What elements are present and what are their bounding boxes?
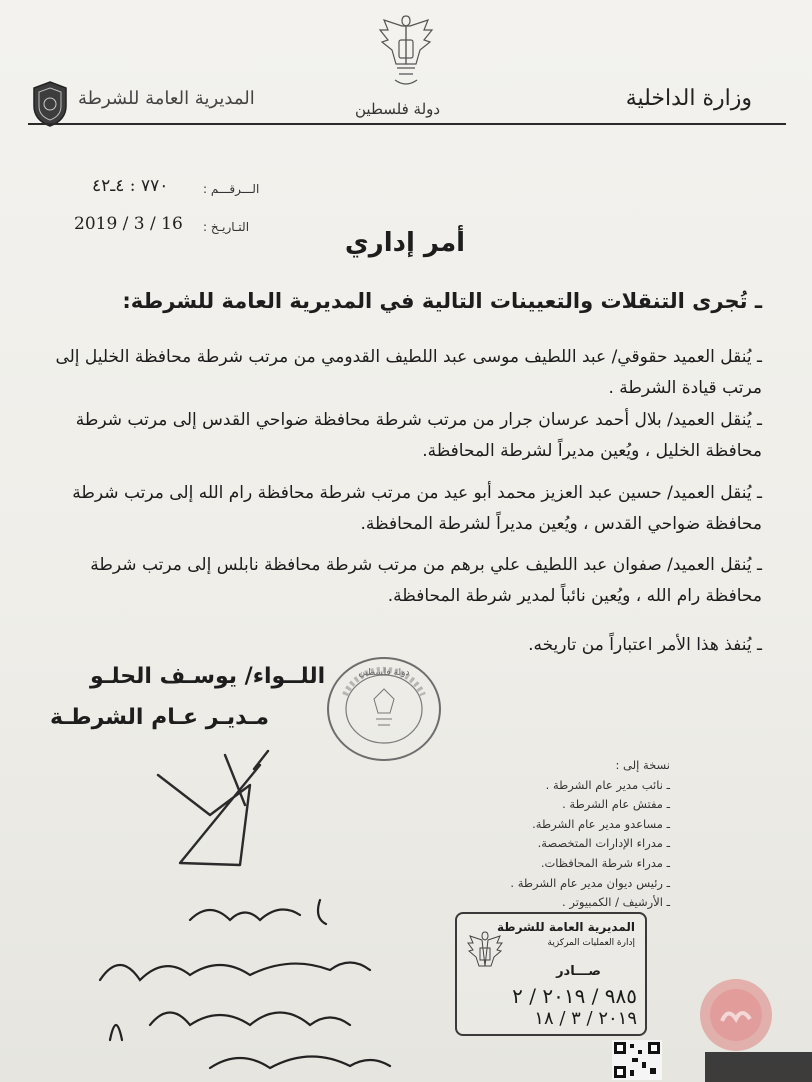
copies-item: ـ نائب مدير عام الشرطة . [545,777,670,792]
handwritten-signature [150,745,290,875]
document-title: أمر إداري [344,228,466,258]
ref-label: الـــرقـــم : [203,182,260,196]
header-directorate: المديرية العامة للشرطة [78,88,255,109]
copies-item: ـ الأرشيف / الكمبيوتر . [562,895,670,910]
header-ministry: وزارة الداخلية [625,86,752,111]
stamp-outgoing-label: صـــادر [556,964,601,979]
transfer-paragraph-4: ـ يُنقل العميد/ صفوان عبد اللطيف علي برهم من مرتب شرطة محافظة نابلس إلى مرتب شرطة محافظة رام الله ، ويُعين نائباً لمدير شرطة المحافظة. [90,555,762,606]
transfer-paragraph-1: ـ يُنقل العميد حقوقي/ عبد اللطيف موسى عبد اللطيف القدومي من مرتب شرطة محافظة الخليل إلى مرتب قيادة الشرطة . [55,347,762,398]
transfer-paragraph-2: ـ يُنقل العميد/ بلال أحمد عرسان جرار من مرتب شرطة محافظة ضواحي القدس إلى مرتب شرطة محافظة الخليل ، ويُعين مديراً لشرطة المحافظة. [75,410,762,461]
police-badge-logo [30,80,70,128]
transfer-paragraph-3: ـ يُنقل العميد/ حسين عبد العزيز محمد أبو عيد من مرتب شرطة محافظة رام الله إلى مرتب شرطة محافظة ضواحي القدس ، ويُعين مديراً لشرطة المحافظة. [72,483,762,534]
qr-code [612,1040,662,1080]
registration-stamp [455,912,647,1036]
official-round-stamp [325,655,443,763]
stamp-outgoing-date: ٢٠١٩ / ٣ / ١٨ [534,1008,637,1029]
page-bottom-edge-shadow [705,1052,812,1082]
palestine-eagle-emblem [375,10,437,88]
stamp-directorate: المديرية العامة للشرطة [497,920,635,934]
copies-item: ـ مدراء شرطة المحافظات. [540,855,670,870]
signatory-name: اللــواء/ يوسـف الحلـو [90,664,326,689]
stamp-outgoing-number: ٩٨٥ / ٢٠١٩ / ٢ [512,984,637,1008]
header-divider [28,123,786,125]
news-watermark-logo [696,975,776,1055]
ref-number: ٧٧٠ : ٤ـ٤٢ [92,176,169,196]
copies-item: ـ رئيس ديوان مدير عام الشرطة . [510,875,670,890]
header-state: دولة فلسطين [355,100,441,118]
effective-paragraph: ـ يُنفذ هذا الأمر اعتباراً من تاريخه. [528,635,762,655]
intro-paragraph: ـ تُجرى التنقلات والتعيينات التالية في المديرية العامة للشرطة: [122,289,762,313]
copies-list [500,756,670,913]
date-label: التـاريـخ : [203,220,250,234]
copies-item: ـ مفتش عام الشرطة . [562,797,670,812]
stamp-eagle-icon [465,928,505,980]
date-value: 2019 / 3 / 16 [74,214,183,234]
handwritten-notes [90,890,420,1080]
signatory-title: مـديـر عـام الشرطـة [50,705,270,730]
copies-heading: نسخة إلى : [615,758,670,772]
stamp-department: إدارة العمليات المركزية [547,938,635,948]
copies-item: ـ مدراء الإدارات المتخصصة. [537,836,670,851]
stamp-text: دولة فلسطين [358,668,410,678]
copies-item: ـ مساعدو مدير عام الشرطة. [532,816,670,831]
